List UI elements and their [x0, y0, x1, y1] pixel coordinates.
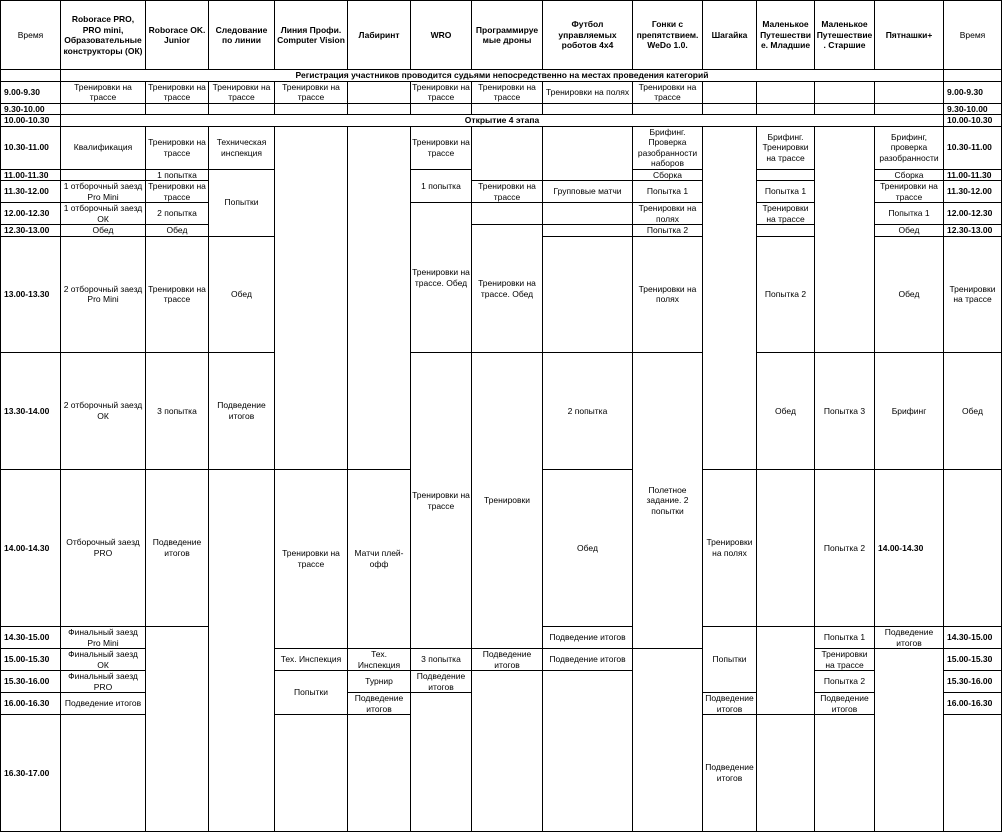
cell-walker [703, 103, 757, 115]
time-cell: 12.30-13.00 [944, 225, 1002, 237]
cell-wro: Тренировки на трассе [411, 126, 472, 169]
cell-trav-junior [757, 225, 815, 237]
cell-trav-junior [757, 469, 815, 627]
time-cell: 10.00-10.30 [944, 115, 1002, 127]
cell-ok: Тренировки на трассе [146, 181, 209, 203]
time-cell [944, 70, 1002, 82]
header-time: Время [1, 1, 61, 70]
time-cell: 11.00-11.30 [944, 169, 1002, 181]
time-cell: 15.30-16.00 [1, 671, 61, 693]
cell-obstacles: Сборка [633, 169, 703, 181]
cell-line-cv: Тренировки на трассе [275, 81, 348, 103]
cell-obstacles: Попытка 2 [633, 225, 703, 237]
time-cell: 12.30-13.00 [1, 225, 61, 237]
cell-drones: Тренировки на трассе [472, 81, 543, 103]
cell-wro: Тренировки на трассе [412, 81, 470, 102]
cell-football: Подведение итогов [543, 649, 633, 671]
cell-football: Обед [757, 353, 815, 470]
cell-pro: Квалификация [61, 126, 146, 169]
cell-pro: Отборочный заезд PRO [61, 469, 146, 627]
cell-wro: 3 попытка [411, 649, 472, 671]
time-cell: 11.30-12.00 [944, 181, 1002, 203]
cell-football: Тренировки на полях [543, 81, 633, 103]
cell-pro [61, 169, 146, 181]
header-line: Следование по линии [209, 1, 275, 70]
cell-wro: Тренировки на трассе [275, 469, 348, 649]
cell-football: Матчи плей-офф [348, 469, 411, 649]
header-maze: Лабиринт [348, 1, 411, 70]
cell-ok: 2 попытка [146, 203, 209, 225]
cell-football [543, 103, 633, 115]
time-cell: 9.30-10.00 [944, 103, 1002, 115]
cell-football [543, 203, 633, 225]
cell-line-cv: Тренировки на трассе [411, 353, 472, 649]
cell-walker [703, 126, 757, 469]
header-row [1, 1, 1002, 70]
cell-football [543, 225, 633, 237]
cell-maze [348, 103, 411, 115]
cell-ok: Обед [146, 225, 209, 237]
header-travel-senior: Маленькое Путешествие. Старшие [815, 1, 875, 70]
time-cell: 9.30-10.00 [1, 103, 61, 115]
cell-pro: Финальный заезд Pro Mini [61, 627, 146, 649]
time-cell: 14.30-15.00 [944, 627, 1002, 649]
cell-football: Групповые матчи [543, 181, 633, 203]
cell-drones [472, 203, 543, 225]
cell-line [209, 469, 275, 831]
cell-pro [61, 103, 146, 115]
time-cell: 13.00-13.30 [1, 236, 61, 353]
cell-pro: Финальный заезд PRO [61, 671, 146, 693]
cell-trav-junior [757, 81, 815, 103]
cell-pro: 2 отборочный заезд ОК [61, 353, 146, 470]
cell-wro [411, 103, 472, 115]
header-roborace-ok: Roborace OK. Junior [146, 1, 209, 70]
cell-pro: 1 отборочный заезд Pro Mini [61, 181, 146, 203]
cell-obstacles: Обед [543, 469, 633, 627]
cell-walker: Попытки [703, 627, 757, 693]
cell-drones: Подведение итогов [472, 649, 543, 671]
cell-wro: 1 попытка [411, 169, 472, 203]
time-cell: 10.30-11.00 [1, 126, 61, 169]
cell-puzzle: Тренировки на трассе [875, 181, 944, 203]
cell-drones: Полетное задание. 2 попытки [633, 353, 703, 649]
cell-line-cv: Подведение итогов [703, 715, 757, 832]
time-cell: 14.00-14.30 [875, 469, 944, 627]
header-football: Футбол управляемых роботов 4х4 [543, 1, 633, 70]
cell-obstacles: Подведение итогов [543, 627, 633, 649]
time-cell: 10.30-11.00 [944, 126, 1002, 169]
cell-puzzle: Тренировки на трассе [944, 236, 1002, 353]
time-cell: 14.00-14.30 [1, 469, 61, 627]
cell-puzzle [875, 81, 944, 103]
cell-puzzle [875, 103, 944, 115]
header-travel-junior: Маленькое Путешествие. Младшие [757, 1, 815, 70]
cell-maze: Турнир [348, 671, 411, 693]
time-cell: 13.30-14.00 [1, 353, 61, 470]
header-roborace-pro: Roborace PRO, PRO mini, Образовательные конструкторы (ОК) [61, 1, 146, 70]
cell-football [543, 126, 633, 181]
header-drones: Программируемые дроны [472, 1, 543, 70]
time-cell: 14.30-15.00 [1, 627, 61, 649]
time-cell: 9.00-9.30 [944, 81, 1002, 103]
cell-drones [472, 103, 543, 115]
cell-maze: Тех. Инспекция [348, 649, 411, 671]
cell-trav-junior [757, 627, 815, 715]
cell-pro: 2 отборочный заезд Pro Mini [61, 236, 146, 353]
time-cell: 9.00-9.30 [1, 81, 61, 103]
cell-ok: Тренировки на трассе [146, 81, 209, 103]
header-puzzle: Пятнашки+ [875, 1, 944, 70]
cell-obstacles: Попытка 3 [815, 353, 875, 470]
header-wro: WRO [411, 1, 472, 70]
cell-ok: 3 попытка [146, 353, 209, 470]
cell-maze: Подведение итогов [348, 693, 411, 715]
time-cell: 16.00-16.30 [1, 693, 61, 715]
cell-puzzle: Сборка [875, 169, 944, 181]
time-cell: 11.30-12.00 [1, 181, 61, 203]
cell-pro: Обед [61, 225, 146, 237]
cell-trav-junior [757, 169, 815, 181]
cell-trav-junior: Обед [944, 353, 1002, 470]
cell-trav-junior [944, 715, 1002, 832]
time-cell: 15.30-16.00 [944, 671, 1002, 693]
cell-line [348, 715, 411, 832]
cell-pro: Финальный заезд ОК [61, 649, 146, 671]
cell-puzzle: Попытка 2 [815, 469, 875, 627]
cell-trav-junior [757, 103, 815, 115]
time-cell: 15.00-15.30 [944, 649, 1002, 671]
time-cell: 12.00-12.30 [944, 203, 1002, 225]
cell-puzzle: Брифинг, проверка разобранности [875, 126, 944, 169]
cell-football [543, 671, 633, 832]
cell-line-cv [275, 126, 348, 469]
time-cell: 16.30-17.00 [1, 715, 61, 832]
cell-trav-senior: Попытка 2 [815, 671, 875, 693]
cell-trav-senior: Попытка 1 [815, 627, 875, 649]
cell-walker: Тренировки на полях [703, 469, 757, 627]
opening-banner: Открытие 4 этапа [61, 115, 944, 127]
cell-ok [146, 627, 209, 832]
cell-line: Попытки [209, 169, 275, 236]
cell-trav-senior [815, 103, 875, 115]
cell-drones: Тренировки на трассе [472, 181, 543, 203]
cell-trav-senior: Тренировки на трассе [815, 649, 875, 671]
cell-walker [703, 81, 757, 103]
time-cell: 10.00-10.30 [1, 115, 61, 127]
cell-line: Подведение итогов [209, 353, 275, 470]
time-cell: 15.00-15.30 [1, 649, 61, 671]
cell-trav-junior: Попытка 1 [757, 181, 815, 203]
cell-puzzle [875, 649, 944, 832]
cell-wro [411, 693, 472, 832]
cell-obstacles: Тренировки на полях [633, 203, 703, 225]
cell-obstacles [633, 103, 703, 115]
cell-obstacles: Тренировки на полях [633, 236, 703, 353]
cell-wro: Тренировки на трассе. Обед [411, 203, 472, 353]
cell-line-cv: Попытки [275, 671, 348, 715]
time-cell: 11.00-11.30 [1, 169, 61, 181]
cell-trav-senior: Обед [875, 236, 944, 353]
cell-obstacles [633, 649, 703, 832]
cell-trav-senior: Подведение итогов [815, 693, 875, 715]
cell-wro: 2 попытка [543, 353, 633, 470]
header-walker: Шагайка [703, 1, 757, 70]
cell-obstacles: Тренировки на трассе [633, 81, 703, 103]
cell-line [209, 103, 275, 115]
cell-football [543, 236, 633, 353]
cell-ok: Подведение итогов [146, 469, 209, 627]
header-line-cv: Линия Профи. Computer Vision [275, 1, 348, 70]
cell-maze: Тренировки [472, 353, 543, 649]
cell-drones [472, 126, 543, 181]
cell-obstacles: Брифинг. Проверка разобранности наборов [633, 126, 703, 169]
cell-walker: Подведение итогов [703, 693, 757, 715]
cell-ok [275, 715, 348, 832]
cell-line-cv: Тех. Инспекция [275, 649, 348, 671]
cell-drones: Тренировки на трассе. Обед [472, 225, 543, 353]
cell-maze [348, 81, 411, 103]
cell-trav-junior: Тренировки на трассе [757, 203, 815, 225]
cell-pro: Подведение итогов [61, 693, 146, 715]
cell-pro: Тренировки на трассе [61, 81, 146, 103]
cell-wro: Подведение итогов [411, 671, 472, 693]
cell-ok: 1 попытка [146, 169, 209, 181]
cell-walker: Брифинг [875, 353, 944, 470]
registration-banner: Регистрация участников проводится судьями непосредственно на местах проведения категорий [61, 70, 944, 82]
cell-line: Техническая инспекция [209, 126, 275, 169]
cell-pro [61, 715, 146, 832]
cell-line-cv [275, 103, 348, 115]
cell-puzzle: Попытка 1 [875, 203, 944, 225]
cell-ok: Тренировки на трассе [146, 126, 209, 169]
header-time-right: Время [944, 1, 1002, 70]
cell-maze [348, 126, 411, 469]
cell-ok: Тренировки на трассе [146, 236, 209, 353]
cell-trav-senior [815, 126, 875, 353]
cell-maze [757, 715, 815, 832]
cell-puzzle: Обед [875, 225, 944, 237]
time-cell: 12.00-12.30 [1, 203, 61, 225]
cell-trav-junior: Брифинг. Тренировки на трассе [757, 126, 815, 169]
cell-trav-senior [815, 81, 875, 103]
time-cell: 16.00-16.30 [944, 693, 1002, 715]
cell-line: Обед [209, 236, 275, 353]
cell-puzzle: Подведение итогов [875, 627, 944, 649]
cell-obstacles: Попытка 1 [633, 181, 703, 203]
cell-walker [815, 715, 875, 832]
cell-drones [472, 671, 543, 832]
cell-pro: 1 отборочный заезд ОК [61, 203, 146, 225]
time-cell [1, 70, 61, 82]
cell-line: Тренировки на трассе [209, 81, 275, 103]
cell-ok [146, 103, 209, 115]
cell-trav-junior: Попытка 2 [757, 236, 815, 353]
header-obstacles: Гонки с препятствием. WeDo 1.0. [633, 1, 703, 70]
